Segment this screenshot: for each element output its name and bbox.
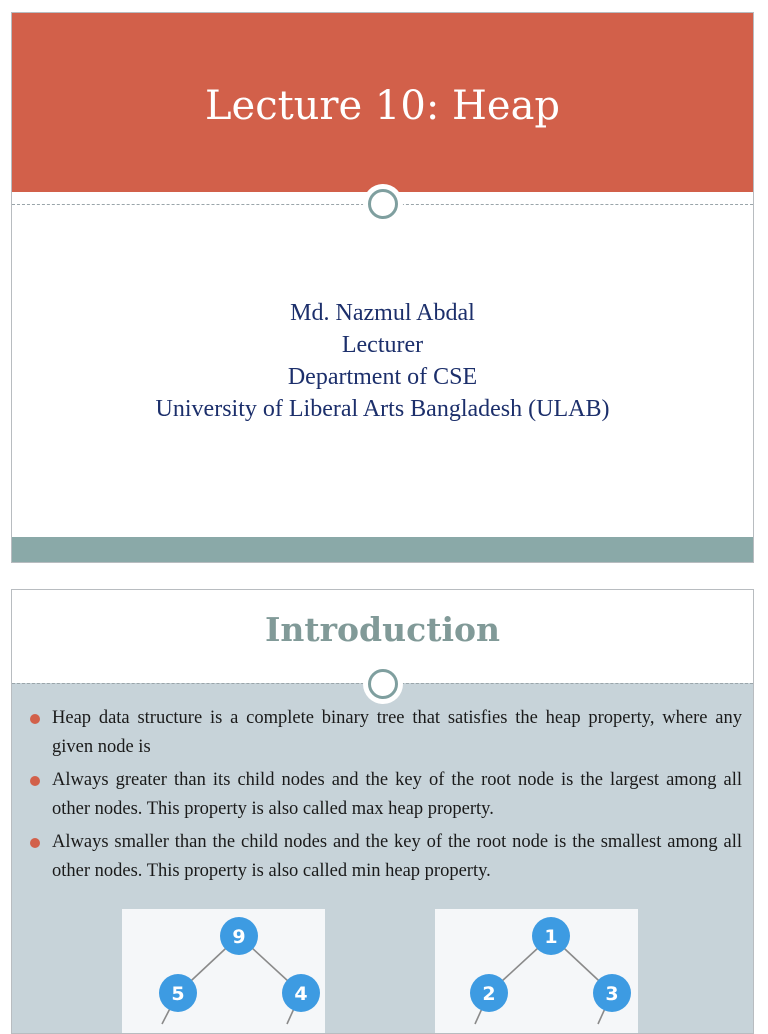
author-block (12, 297, 753, 425)
bullet-dot-icon (30, 838, 40, 848)
title-slide (11, 12, 754, 563)
tree-node-left (159, 974, 197, 1012)
bullet-list (30, 704, 742, 890)
svg-text:5: 5 (171, 983, 185, 1005)
list-item (30, 704, 742, 761)
circle-ornament-icon (363, 184, 403, 224)
tree-node-root (532, 917, 570, 955)
svg-text:1: 1 (544, 926, 558, 948)
tree-node-left (470, 974, 508, 1012)
slide-heading: Introduction (264, 610, 500, 649)
tree-node-root (220, 917, 258, 955)
svg-text:2: 2 (482, 983, 496, 1005)
svg-text:9: 9 (232, 926, 246, 948)
bullet-dot-icon (30, 714, 40, 724)
author-department: Department of CSE (287, 364, 478, 390)
author-university: University of Liberal Arts Bangladesh (ULAB) (155, 396, 610, 422)
list-item (30, 766, 742, 823)
author-name: Md. Nazmul Abdal (290, 300, 475, 326)
svg-text:4: 4 (294, 983, 308, 1005)
footer-band (12, 537, 753, 562)
author-role: Lecturer (341, 332, 424, 358)
circle-ornament-icon (363, 664, 403, 704)
introduction-slide (11, 589, 754, 1034)
min-heap-diagram (435, 909, 638, 1034)
tree-node-right (593, 974, 631, 1012)
list-item (30, 828, 742, 885)
max-heap-diagram (122, 909, 325, 1034)
bullet-dot-icon (30, 776, 40, 786)
tree-node-right (282, 974, 320, 1012)
bullet-text: Heap data structure is a complete binary tree that satisfies the heap property, where any given node is (52, 708, 742, 757)
bullet-text: Always smaller than the child nodes and the key of the root node is the smallest among all other nodes. This property is also called min heap property. (52, 832, 742, 881)
svg-text:3: 3 (605, 983, 619, 1005)
bullet-text: Always greater than its child nodes and the key of the root node is the largest among all other nodes. This property is also called max heap property. (52, 770, 742, 819)
slide-title: Lecture 10: Heap (204, 83, 561, 129)
